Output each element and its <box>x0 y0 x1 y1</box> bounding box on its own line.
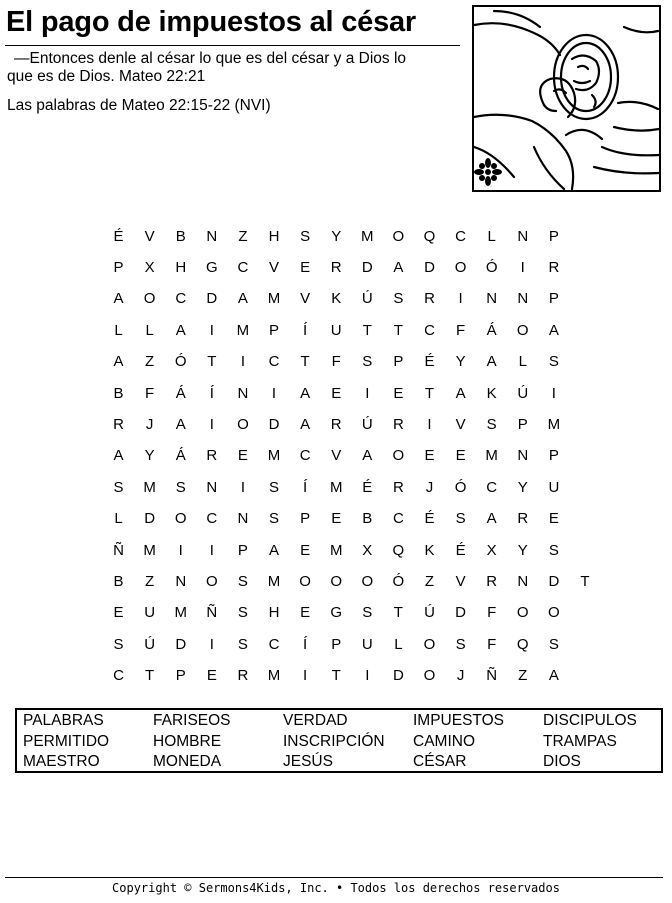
grid-letter: N <box>237 384 249 402</box>
grid-letter: F <box>487 635 497 653</box>
grid-letter: B <box>113 572 124 590</box>
grid-letter: Ñ <box>113 541 124 559</box>
grid-letter: I <box>178 541 183 559</box>
grid-letter: D <box>175 635 187 653</box>
grid-letter: S <box>548 541 559 559</box>
grid-letter: E <box>331 384 342 402</box>
grid-letter: O <box>205 572 218 590</box>
grid-letter: S <box>300 227 311 245</box>
grid-letter: R <box>206 447 218 465</box>
grid-letter: P <box>548 447 559 465</box>
grid-letter: Z <box>518 667 528 685</box>
word-bank-word: TRAMPAS <box>543 732 617 750</box>
grid-letter: T <box>300 353 310 371</box>
grid-letter: S <box>237 604 248 622</box>
word-bank-word: INSCRIPCIÓN <box>283 732 385 750</box>
grid-letter: A <box>113 353 124 371</box>
grid-letter: A <box>113 290 124 308</box>
grid-letter: P <box>175 667 186 685</box>
grid-letter: R <box>548 259 560 277</box>
grid-letter: O <box>299 572 311 590</box>
grid-letter: A <box>486 353 497 371</box>
grid-row <box>103 315 601 346</box>
grid-letter: E <box>113 604 124 622</box>
grid-letter: A <box>548 667 559 685</box>
grid-letter: I <box>209 321 214 339</box>
grid-letter: R <box>237 667 249 685</box>
grid-letter: P <box>300 510 311 528</box>
grid-letter: T <box>207 353 217 371</box>
grid-letter: Á <box>175 384 186 402</box>
grid-letter: P <box>517 416 528 434</box>
word-bank-word: PALABRAS <box>23 712 104 729</box>
word-bank-word: HOMBRE <box>153 732 222 750</box>
grid-letter: C <box>299 447 311 465</box>
grid-letter: V <box>269 259 280 277</box>
grid-letter: N <box>486 290 498 308</box>
grid-letter: D <box>268 416 280 434</box>
grid-letter: Y <box>517 478 528 496</box>
grid-letter: M <box>267 290 281 308</box>
grid-letter: A <box>486 510 497 528</box>
grid-letter: I <box>209 541 214 559</box>
grid-letter: F <box>331 353 341 371</box>
page-title: El pago de impuestos al césar <box>6 6 417 38</box>
grid-letter: P <box>548 290 559 308</box>
grid-letter: D <box>361 259 373 277</box>
grid-letter: S <box>455 510 466 528</box>
quote-line-2: que es de Dios. Mateo 22:21 <box>7 68 206 85</box>
grid-letter: A <box>237 290 248 308</box>
grid-letter: O <box>423 667 436 685</box>
grid-letter: S <box>237 635 248 653</box>
grid-letter: N <box>517 572 529 590</box>
grid-letter: P <box>331 635 342 653</box>
grid-letter: E <box>300 259 311 277</box>
word-bank-word: FARISEOS <box>153 712 231 729</box>
grid-letter: I <box>551 384 556 402</box>
word-bank-word: DIOS <box>543 753 581 770</box>
grid-letter: M <box>329 478 343 496</box>
grid-letter: Y <box>455 353 466 371</box>
word-bank-word: PERMITIDO <box>23 732 110 750</box>
grid-row <box>103 347 601 378</box>
grid-row <box>103 441 601 472</box>
grid-letter: Á <box>175 447 186 465</box>
grid-letter: M <box>236 321 250 339</box>
grid-letter: N <box>517 447 529 465</box>
grid-letter: A <box>113 447 124 465</box>
grid-letter: Q <box>423 227 436 245</box>
grid-letter: Ñ <box>206 604 218 622</box>
grid-letter: S <box>548 635 559 653</box>
grid-letter: N <box>517 227 529 245</box>
grid-letter: Ñ <box>486 667 498 685</box>
grid-letter: É <box>424 353 435 371</box>
grid-letter: A <box>455 384 466 402</box>
grid-letter: Í <box>303 635 308 653</box>
grid-letter: M <box>267 572 281 590</box>
grid-letter: Ó <box>392 572 405 590</box>
grid-letter: M <box>267 667 281 685</box>
word-bank <box>15 708 663 773</box>
grid-letter: R <box>113 416 124 434</box>
grid-letter: S <box>393 290 404 308</box>
grid-letter: B <box>175 227 186 245</box>
grid-letter: I <box>240 353 245 371</box>
grid-letter: S <box>113 478 124 496</box>
grid-letter: P <box>269 321 280 339</box>
grid-letter: D <box>144 510 156 528</box>
grid-letter: M <box>267 447 281 465</box>
grid-letter: Ú <box>424 604 435 622</box>
grid-letter: M <box>329 541 343 559</box>
word-bank-word: IMPUESTOS <box>413 712 505 729</box>
grid-letter: O <box>454 259 467 277</box>
grid-letter: O <box>361 572 374 590</box>
grid-letter: Y <box>331 227 342 245</box>
grid-letter: É <box>455 541 466 559</box>
grid-letter: I <box>209 635 214 653</box>
grid-row <box>103 472 601 503</box>
word-bank-word: VERDAD <box>283 712 348 729</box>
word-bank-row <box>17 732 661 752</box>
grid-letter: A <box>548 321 559 339</box>
grid-letter: A <box>393 259 404 277</box>
word-bank-word: MAESTRO <box>23 753 100 770</box>
grid-letter: Q <box>392 541 405 559</box>
grid-letter: L <box>114 510 123 528</box>
grid-letter: C <box>392 510 404 528</box>
grid-letter: V <box>331 447 342 465</box>
grid-letter: C <box>486 478 498 496</box>
grid-letter: T <box>145 667 155 685</box>
grid-letter: E <box>237 447 248 465</box>
grid-letter: Ó <box>174 353 187 371</box>
grid-letter: U <box>144 604 156 622</box>
grid-letter: T <box>362 321 372 339</box>
grid-letter: O <box>516 604 529 622</box>
grid-letter: C <box>268 353 280 371</box>
grid-letter: D <box>392 667 404 685</box>
grid-letter: E <box>393 384 404 402</box>
scripture-reference: Las palabras de Mateo 22:15-22 (NVI) <box>7 97 271 114</box>
grid-letter: A <box>175 321 186 339</box>
grid-letter: É <box>424 510 435 528</box>
grid-letter: C <box>175 290 187 308</box>
grid-letter: A <box>269 541 280 559</box>
grid-letter: C <box>424 321 435 339</box>
quote-line-1: —Entonces denle al césar lo que es del césar y a Dios lo <box>14 50 407 67</box>
grid-letter: L <box>487 227 496 245</box>
grid-letter: Y <box>144 447 155 465</box>
coin-illustration <box>474 7 659 190</box>
word-bank-word: DISCIPULOS <box>543 712 637 729</box>
grid-letter: K <box>486 384 497 402</box>
grid-letter: T <box>393 604 403 622</box>
grid-letter: Í <box>209 384 214 402</box>
grid-letter: Q <box>516 635 529 653</box>
word-bank-word: MONEDA <box>153 753 222 770</box>
grid-row <box>103 378 601 409</box>
grid-letter: I <box>520 259 525 277</box>
grid-letter: D <box>455 604 466 622</box>
grid-letter: F <box>145 384 155 402</box>
grid-letter: Ó <box>485 259 498 277</box>
copyright-footer: Copyright © Sermons4Kids, Inc. • Todos los derechos reservados <box>112 881 560 895</box>
grid-letter: Y <box>517 541 528 559</box>
grid-row <box>103 221 601 252</box>
grid-letter: M <box>485 447 498 465</box>
grid-letter: M <box>174 604 187 622</box>
grid-letter: C <box>113 667 124 685</box>
grid-letter: L <box>145 321 154 339</box>
grid-letter: Z <box>424 572 435 590</box>
grid-letter: O <box>174 510 187 528</box>
grid-letter: E <box>300 604 311 622</box>
footer-divider <box>5 877 663 878</box>
grid-letter: T <box>580 572 590 590</box>
grid-letter: N <box>206 478 218 496</box>
grid-letter: U <box>330 321 342 339</box>
grid-letter: Ú <box>361 416 373 434</box>
grid-letter: S <box>113 635 124 653</box>
grid-row <box>103 409 601 440</box>
grid-letter: É <box>362 478 373 496</box>
grid-letter: O <box>392 227 405 245</box>
grid-letter: P <box>393 353 404 371</box>
grid-letter: L <box>114 321 123 339</box>
grid-letter: D <box>206 290 218 308</box>
grid-letter: S <box>269 478 280 496</box>
grid-letter: I <box>240 478 245 496</box>
grid-letter: J <box>456 667 465 685</box>
grid-letter: S <box>237 572 248 590</box>
grid-letter: K <box>424 541 435 559</box>
grid-letter: Í <box>303 321 308 339</box>
word-bank-word: CAMINO <box>413 732 475 750</box>
grid-letter: É <box>113 227 124 245</box>
grid-letter: J <box>425 478 434 496</box>
grid-row <box>103 504 601 535</box>
grid-letter: O <box>548 604 560 622</box>
word-bank-word: JESÚS <box>283 753 333 770</box>
grid-letter: C <box>455 227 466 245</box>
grid-letter: S <box>548 353 559 371</box>
grid-letter: Z <box>145 572 155 590</box>
word-bank-row <box>17 752 661 772</box>
grid-letter: R <box>330 259 342 277</box>
grid-letter: S <box>486 416 497 434</box>
grid-letter: Ú <box>144 635 156 653</box>
word-search-grid <box>103 221 601 692</box>
grid-letter: X <box>144 259 155 277</box>
grid-letter: E <box>300 541 311 559</box>
grid-letter: P <box>113 259 124 277</box>
grid-letter: G <box>330 604 343 622</box>
grid-letter: I <box>365 384 370 402</box>
grid-letter: O <box>237 416 249 434</box>
grid-letter: T <box>331 667 341 685</box>
grid-letter: U <box>361 635 373 653</box>
grid-row <box>103 284 601 315</box>
grid-letter: V <box>455 416 466 434</box>
grid-letter: V <box>144 227 155 245</box>
grid-letter: Ó <box>454 478 467 496</box>
grid-letter: R <box>330 416 342 434</box>
grid-letter: C <box>206 510 218 528</box>
grid-letter: B <box>362 510 373 528</box>
grid-letter: F <box>487 604 497 622</box>
grid-letter: Z <box>238 227 248 245</box>
grid-letter: I <box>458 290 463 308</box>
grid-row <box>103 252 601 283</box>
grid-row <box>103 660 601 691</box>
grid-letter: X <box>362 541 373 559</box>
word-bank-row <box>17 711 661 731</box>
grid-letter: H <box>268 604 280 622</box>
title-divider <box>5 45 460 46</box>
grid-letter: I <box>271 384 277 402</box>
grid-letter: R <box>486 572 498 590</box>
grid-letter: A <box>300 384 311 402</box>
grid-letter: E <box>548 510 559 528</box>
grid-letter: I <box>303 667 308 685</box>
grid-letter: R <box>392 478 404 496</box>
grid-letter: H <box>268 227 280 245</box>
grid-letter: R <box>517 510 529 528</box>
grid-letter: N <box>517 290 529 308</box>
grid-letter: E <box>331 510 342 528</box>
grid-row <box>103 629 601 660</box>
grid-letter: B <box>113 384 124 402</box>
grid-letter: A <box>300 416 311 434</box>
grid-letter: V <box>455 572 466 590</box>
grid-letter: Ú <box>517 384 529 402</box>
grid-letter: E <box>455 447 466 465</box>
grid-letter: M <box>361 227 374 245</box>
grid-letter: M <box>143 541 156 559</box>
grid-letter: S <box>175 478 186 496</box>
grid-letter: R <box>392 416 404 434</box>
grid-letter: R <box>424 290 435 308</box>
grid-letter: T <box>424 384 435 402</box>
grid-letter: E <box>206 667 217 685</box>
grid-letter: S <box>362 604 373 622</box>
grid-letter: Í <box>303 478 308 496</box>
grid-row <box>103 566 601 597</box>
grid-letter: M <box>143 478 156 496</box>
grid-letter: E <box>424 447 435 465</box>
grid-letter: A <box>175 416 186 434</box>
grid-letter: Z <box>145 353 155 371</box>
grid-letter: O <box>516 321 529 339</box>
grid-letter: N <box>237 510 249 528</box>
grid-letter: S <box>362 353 373 371</box>
grid-letter: C <box>268 635 280 653</box>
grid-letter: D <box>424 259 435 277</box>
grid-letter: S <box>269 510 280 528</box>
grid-letter: A <box>362 447 373 465</box>
grid-letter: C <box>237 259 249 277</box>
grid-letter: L <box>518 353 527 371</box>
grid-letter: K <box>331 290 342 308</box>
grid-letter: V <box>300 290 311 308</box>
grid-letter: N <box>175 572 187 590</box>
grid-letter: G <box>205 259 218 277</box>
grid-letter: F <box>455 321 466 339</box>
grid-letter: O <box>143 290 156 308</box>
grid-row <box>103 598 601 629</box>
grid-letter: N <box>206 227 218 245</box>
grid-letter: H <box>175 259 187 277</box>
grid-letter: Ú <box>361 290 373 308</box>
grid-letter: J <box>145 416 154 434</box>
grid-letter: M <box>547 416 561 434</box>
grid-letter: P <box>237 541 248 559</box>
word-bank-word: CÉSAR <box>413 753 467 770</box>
grid-letter: O <box>330 572 343 590</box>
grid-letter: Á <box>486 321 497 339</box>
bible-quote <box>7 50 457 86</box>
grid-row <box>103 535 601 566</box>
grid-letter: I <box>209 416 214 434</box>
grid-letter: I <box>427 416 432 434</box>
hand-holding-coin-icon <box>472 5 661 192</box>
grid-letter: X <box>486 541 497 559</box>
grid-letter: P <box>548 227 559 245</box>
grid-letter: T <box>393 321 403 339</box>
grid-letter: I <box>365 667 370 685</box>
grid-letter: O <box>392 447 405 465</box>
grid-letter: S <box>455 635 466 653</box>
grid-letter: O <box>423 635 436 653</box>
grid-letter: U <box>548 478 560 496</box>
grid-letter: L <box>394 635 403 653</box>
grid-letter: D <box>548 572 560 590</box>
